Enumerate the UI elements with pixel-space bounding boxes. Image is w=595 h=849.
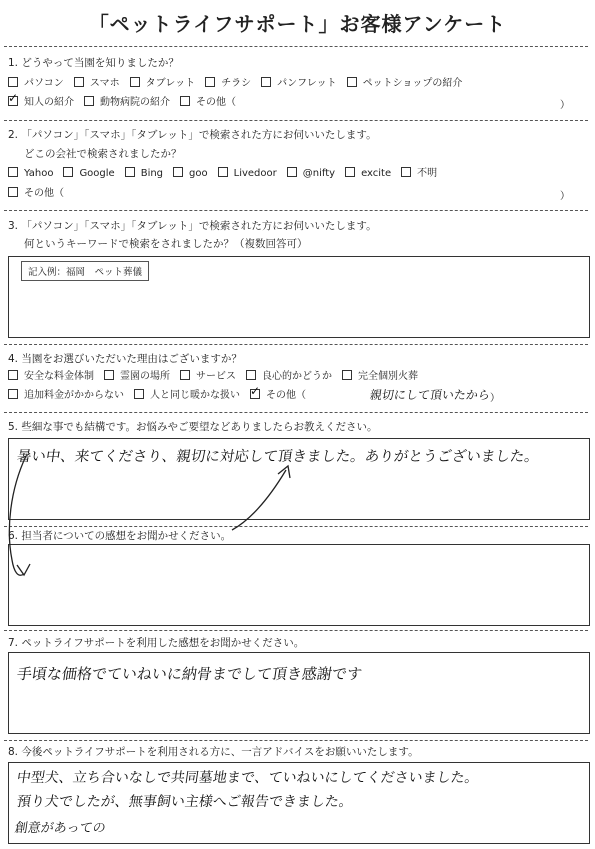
divider (4, 740, 588, 741)
q3-subquestion: 何というキーワードで検索をされましたか？（複数回答可） (24, 238, 308, 250)
q1-other-close: ） (560, 100, 570, 111)
q4-question: 4. 当園をお選びいただいた理由はございますか？ (8, 353, 242, 365)
checkbox-label: 良心的かどうか (262, 371, 332, 382)
q2-other-close: ） (560, 191, 570, 202)
checkbox-label: チラシ (221, 78, 252, 89)
q8-answer-box[interactable] (8, 762, 590, 844)
q7-answer-box[interactable] (8, 652, 590, 734)
checkbox-label: 知人の紹介 (24, 97, 74, 108)
checkbox-label: 不明 (417, 168, 438, 179)
q2-question: 2. 「パソコン」「スマホ」「タブレット」で検索された方にお伺いいたします。 (8, 129, 377, 141)
q8-answer-line-1: 中型犬、立ち合いなしで共同墓地まで、ていねいにしてくださいました。 (15, 770, 480, 786)
checkbox-label: サービス (196, 371, 236, 382)
q7-question: 7. ペットライフサポートを利用した感想をお聞かせください。 (8, 637, 305, 649)
checkbox-label: 安全な料金体制 (24, 371, 94, 382)
arrow-curve-left (9, 456, 26, 575)
checkbox-label: タブレット (145, 78, 196, 89)
q1-question: 1. どうやって当園を知りましたか？ (8, 57, 179, 69)
checkbox-label: excite (361, 168, 392, 179)
checkbox-label: パンフレット (277, 78, 337, 89)
checkbox-label: その他（ (24, 188, 64, 199)
q3-question: 3. 「パソコン」「スマホ」「タブレット」で検索された方にお伺いいたします。 (8, 220, 377, 232)
checkbox-label: 完全個別火葬 (358, 371, 418, 382)
checkbox-label: ペットショップの紹介 (362, 78, 463, 89)
q4-other-close: ） (490, 393, 500, 404)
q4-other-answer: 親切にして頂いたから (368, 388, 491, 402)
checkbox-label: その他（ (196, 97, 236, 108)
arrow-curve-right (232, 470, 286, 530)
checkbox-label: Livedoor (233, 168, 277, 179)
checkbox-label: goo (189, 168, 208, 179)
q6-question: 6. 担当者についての感想をお聞かせください。 (8, 530, 232, 542)
checkbox-label: 人と同じ暖かな扱い (150, 390, 240, 401)
q2-subquestion: どこの会社で検索されましたか？ (24, 148, 182, 160)
q8-answer-line-2: 預り犬でしたが、無事飼い主様へご報告できました。 (15, 794, 354, 810)
checkbox-label: Google (79, 168, 115, 179)
checkbox-label: 動物病院の紹介 (100, 97, 170, 108)
checkbox-label: その他（ (266, 390, 306, 401)
checkbox-label: 追加料金がかからない (24, 390, 124, 401)
q8-answer-line-3: 創意があっての (13, 821, 107, 836)
divider (4, 630, 588, 631)
q3-example: 記入例：福岡 ペット葬儀 (21, 261, 149, 281)
q5-answer: 暑い中、来てくださり、親切に対応して頂きました。ありがとうございました。 (15, 449, 540, 465)
arrow-head-left (17, 564, 30, 575)
checkbox-label: Bing (140, 168, 164, 179)
survey-title: 「ペットライフサポート」お客様アンケート (88, 12, 507, 36)
checkbox-label: スマホ (89, 78, 120, 89)
q8-question: 8. 今後ペットライフサポートを利用される方に、一言アドバイスをお願いいたします。 (8, 746, 419, 758)
checkbox-label: @nifty (302, 168, 336, 179)
checkbox-label: 霊園の場所 (120, 371, 170, 382)
checkbox-label: パソコン (24, 78, 64, 89)
q7-answer: 手頃な価格でていねいに納骨までして頂き感謝です (15, 665, 364, 683)
arrow-head-right (278, 466, 290, 478)
checkbox-label: Yahoo (24, 168, 54, 179)
q5-question: 5. 些細な事でも結構です。お悩みやご要望などありましたらお教えください。 (8, 421, 378, 433)
